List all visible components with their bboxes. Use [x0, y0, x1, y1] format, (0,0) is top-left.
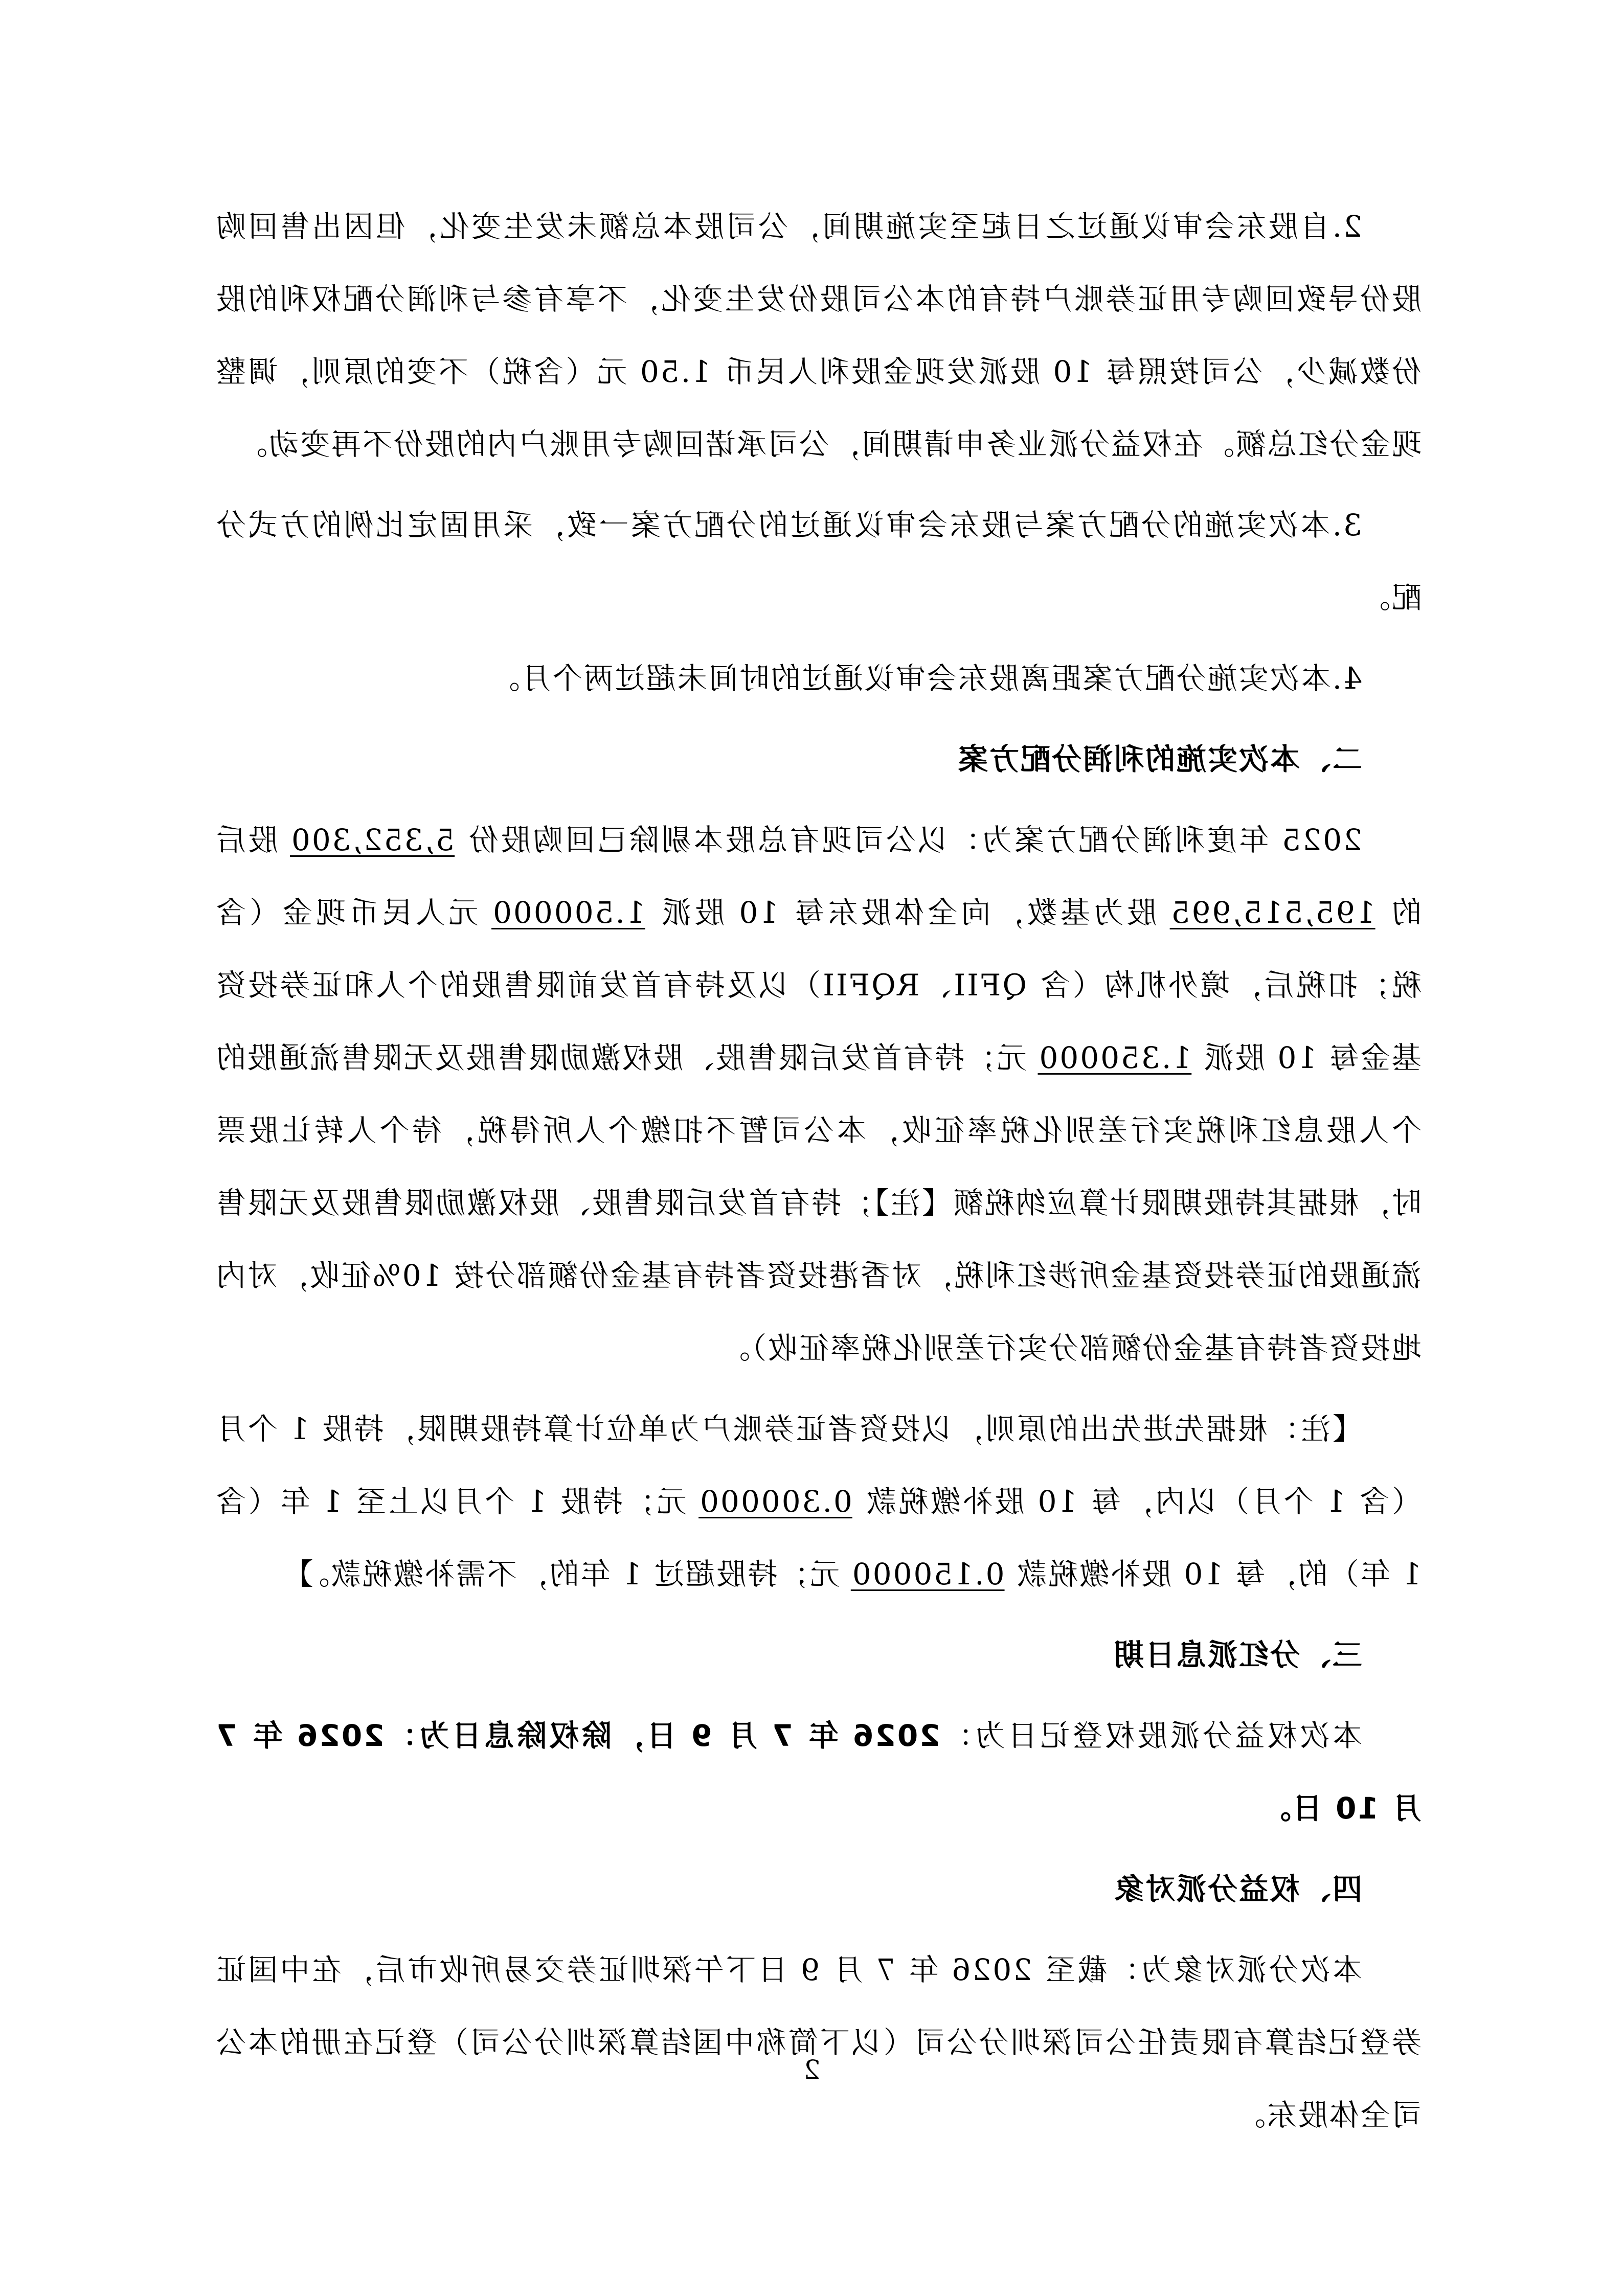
tax-note-paragraph: [215, 1393, 1422, 1610]
base-shares-value: 195,515,995: [1169, 895, 1375, 930]
distribution-object-paragraph: 本次分派对象为：截至 2026 年 7 月 9 日下午深圳证券交易所收市后，在中国证券登记结算有限责任公司深圳分公司（以下简称中国结算深圳分公司）登记在册的本公司全体股东。: [215, 1952, 1422, 2132]
record-date: 2026 年 7 月 9 日: [644, 1718, 940, 1753]
paragraph-2: 2.自股东会审议通过之日起至实施期间，公司股本总额未发生变化，但因出售回购股份导致回购专用证券账户持有的本公司股份发生变化，不享有参与利润分配权利的股份数减少，公司按照每 10 股派发现金股利人民币 1.50 元（含税）不变的原则，调整现金分红总额。在权益分派业务申请期间，公司承诺回购专用账户内的股份不再变动。: [215, 209, 1422, 462]
dividend-per-10-value: 1.500000: [491, 895, 645, 930]
text-fragment: 股后的: [214, 823, 1422, 930]
tax-within-1-month-value: 0.300000: [698, 1484, 852, 1519]
dividend-dates-paragraph: [215, 1699, 1422, 1845]
text-fragment: 。: [1259, 1791, 1291, 1826]
text-fragment: 元人民币现金（含税；扣税后，境外机构（含 QFII、RQFII）以及持有首发前限售股的个人和证券投资基金每 10 股派: [214, 895, 1422, 1075]
repurchased-shares-value: 5,352,300: [289, 823, 455, 857]
section-4-heading: 四、权益分派对象: [1112, 1872, 1362, 1906]
paragraph-3: 3.本次实施的分配方案与股东会审议通过的分配方案一致，采用固定比例的方式分配。: [215, 508, 1422, 615]
section-2-heading: 二、本次实施的利润分配方案: [956, 742, 1362, 777]
ex-dividend-date: 2026 年 7 月 10 日: [215, 1718, 1422, 1826]
text-fragment: 【注：根据先进先出的原则，以投资者证券账户为单位计算持股期限，持股 1 个月（含 1 个月）以内，每 10 股补缴税款: [215, 1412, 1422, 1519]
text-fragment: 股为基数，向全体股东每 10 股派: [645, 895, 1170, 930]
paragraph-4: 4.本次实施分配方案距离股东会审议通过的时间未超过两个月。: [488, 661, 1362, 696]
text-fragment: ，除权除息日为：: [384, 1718, 644, 1753]
text-fragment: 本次权益分派股权登记日为：: [940, 1718, 1362, 1753]
profit-distribution-paragraph: [215, 804, 1422, 1384]
tax-1-month-to-1-year-value: 0.150000: [850, 1557, 1005, 1592]
page-number: 2: [803, 2055, 821, 2086]
text-fragment: 元；持股 1 个月以上至 1 年（含 1 年）的，每 10 股补缴税款: [215, 1484, 1422, 1592]
text-fragment: 元；持股超过 1 年的，不需补缴税款。】: [282, 1557, 851, 1592]
document-body: [215, 190, 1422, 2159]
after-tax-dividend-value: 1.350000: [1037, 1040, 1192, 1075]
section-3-heading: 三、分红派息日期: [1112, 1638, 1362, 1672]
text-fragment: 元；持有首发后限售股、股权激励限售股及无限售流通股的个人股息红利税实行差别化税率征收，本公司暂不扣缴个人所得税，待个人转让股票时，根据其持股期限计算应纳税额【注】；持有首发后限售股、股权激励限售股及无限售流通股的证券投资基金所涉红利税，对香港投资者持有基金份额部分按 10%征收，对内地投资者持有基金份额部分实行差别化税率征收）。: [215, 1040, 1422, 1366]
text-fragment: 2025 年度利润分配方案为：以公司现有总股本剔除已回购股份: [455, 823, 1362, 857]
